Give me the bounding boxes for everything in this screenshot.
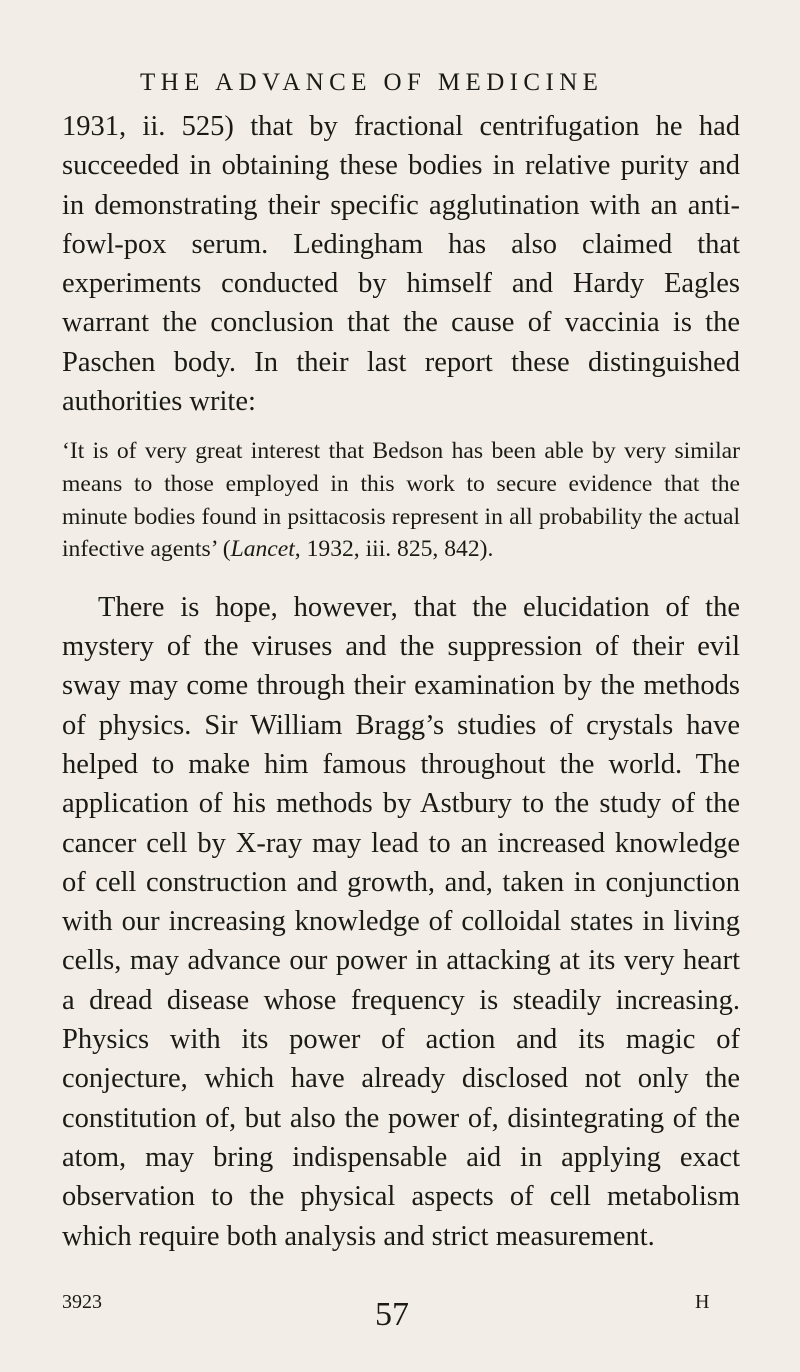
body-text — [62, 107, 740, 1256]
page-number: 57 — [375, 1296, 409, 1333]
block-quotation — [62, 435, 740, 565]
quotation-text: ‘It is of very great interest that Bedson has been able by very similar means to those employed in this work to secure evidence that the minute bodies found in psittacosis represent in all probability the actual infective agents’ — [62, 438, 740, 563]
citation-details: , 1932, iii. 825, 842). — [294, 536, 494, 563]
paragraph-continuation: 1931, ii. 525) that by fractional centrifugation he had succeeded in obtaining these bodies in relative purity and in demonstrating their specific agglutination with an anti-fowl-pox serum. Ledingham has also claimed that experiments conducted by himself and Hardy Eagles warrant the conclusion that the cause of vaccinia is the Paschen body. In their last report these distinguished authorities write: — [62, 111, 740, 418]
citation-open: ( — [222, 536, 231, 563]
signature-mark: 3923 — [62, 1291, 102, 1313]
paragraph-physics: There is hope, however, that the elucidation of the mystery of the viruses and the suppression of their evil sway may come through their examination by the methods of physics. Sir William Bragg’s studies of crystals have helped to make him famous throughout the world. The application of his methods by Astbury to the study of the cancer cell by X-ray may lead to an increased knowledge of cell construction and growth, and, taken in conjunction with our increasing knowledge of colloidal states in living cells, may advance our power in attacking at its very heart a dread disease whose frequency is steadily increasing. Physics with its power of action and its magic of conjecture, which have already disclosed not only the constitution of, but also the power of, disintegrating of the atom, may bring indispensable aid in applying exact observation to the physical aspects of cell metabolism which require both analysis and strict measurement. — [62, 591, 740, 1252]
running-head: THE ADVANCE OF MEDICINE — [140, 69, 604, 96]
citation-source: Lancet — [230, 536, 295, 563]
gathering-letter: H — [695, 1291, 710, 1313]
